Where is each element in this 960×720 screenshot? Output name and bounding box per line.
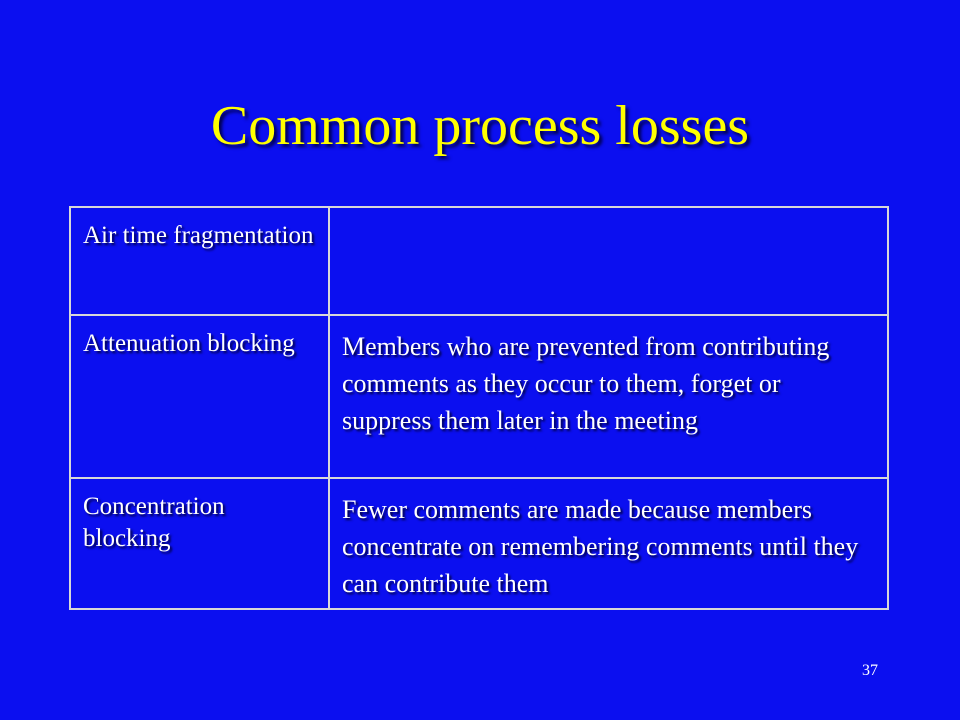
slide-number: 37 [862,662,878,679]
description-cell [329,207,888,315]
process-losses-table [69,206,889,610]
table-row [70,478,888,609]
description-cell: Members who are prevented from contributing comments as they occur to them, forget or suppress them later in the meeting [329,315,888,478]
table-row [70,207,888,315]
table-row [70,315,888,478]
term-cell: Concentration blocking [70,478,329,609]
term-cell: Attenuation blocking [70,315,329,478]
term-cell: Air time fragmentation [70,207,329,315]
slide-title: Common process losses [210,95,750,157]
description-cell: Fewer comments are made because members concentrate on remembering comments until they can contribute them [329,478,888,609]
